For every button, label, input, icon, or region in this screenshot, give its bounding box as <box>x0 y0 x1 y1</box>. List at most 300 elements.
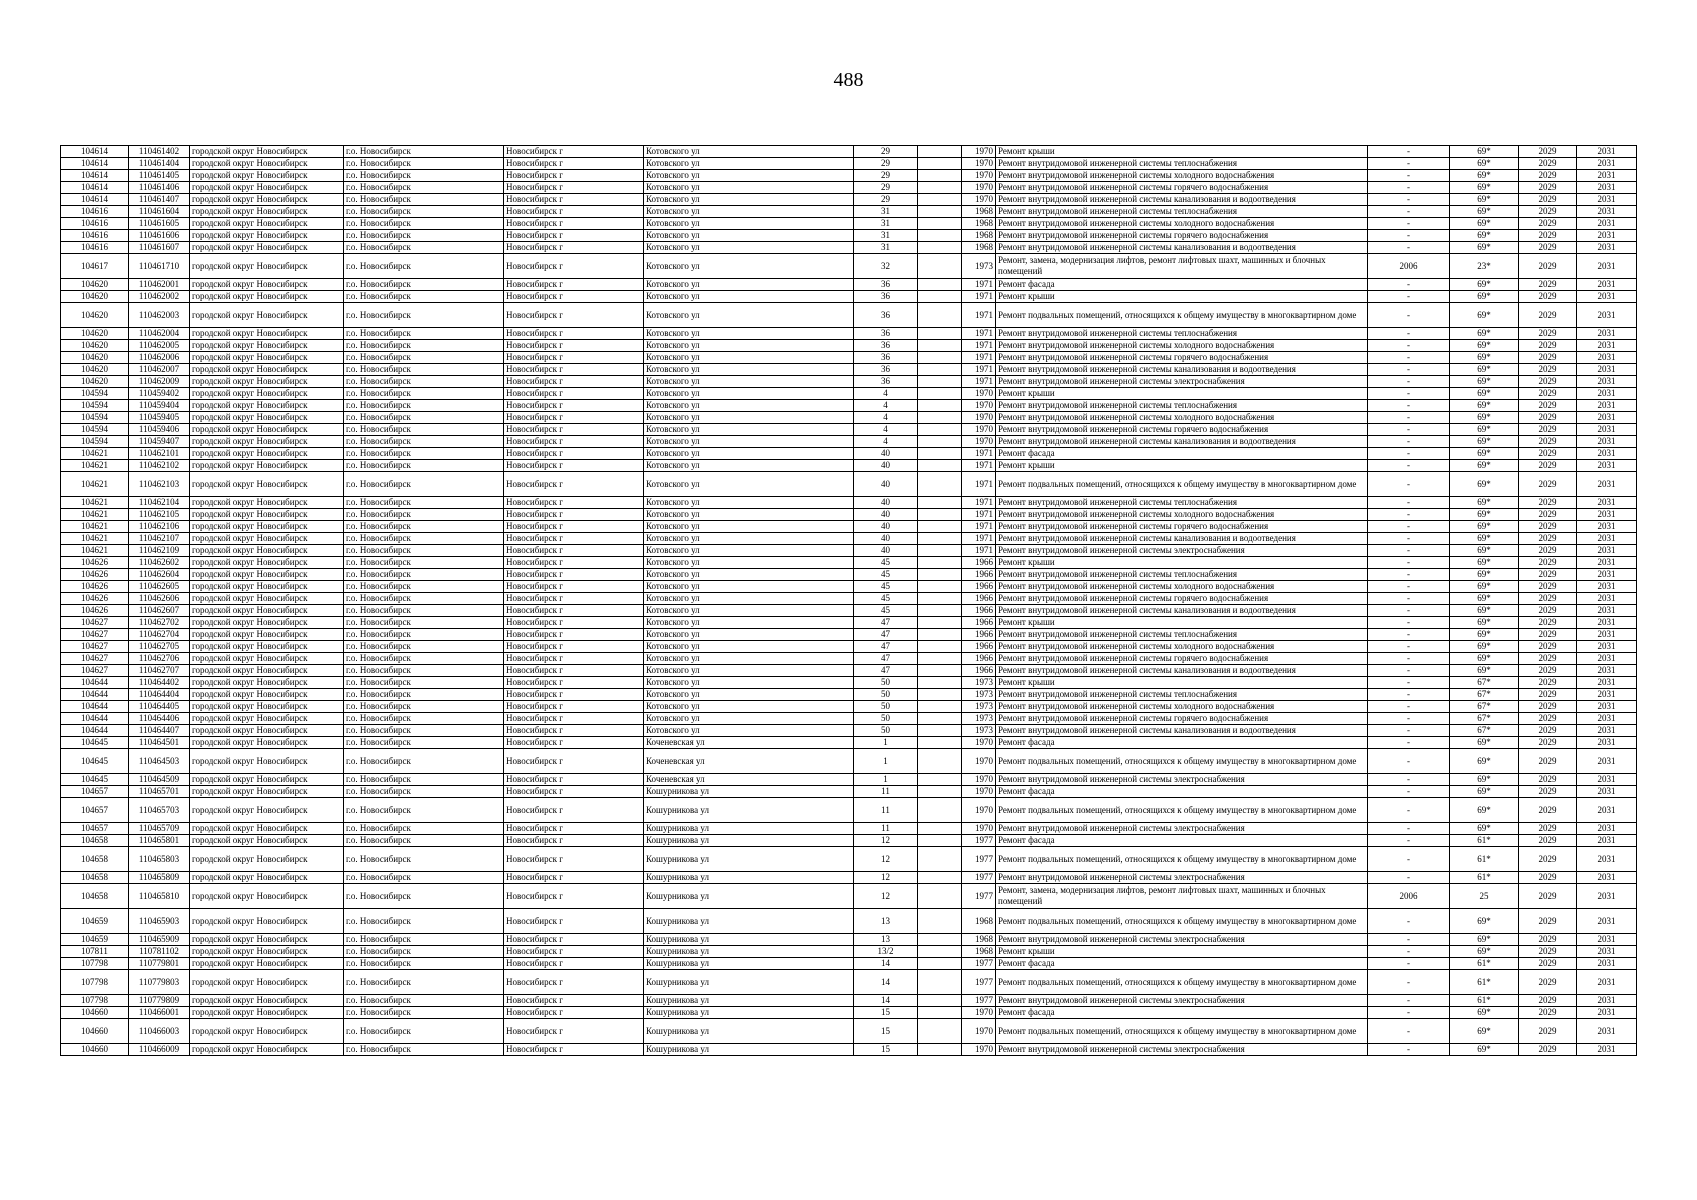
cell-period-start: 2029 <box>1519 545 1577 557</box>
cell-building <box>918 291 962 303</box>
cell-building <box>918 460 962 472</box>
cell-house-id: 104620 <box>61 328 129 340</box>
cell-house-id: 104627 <box>61 665 129 677</box>
cell-last-repair-year: - <box>1368 545 1450 557</box>
cell-street: Котовского ул <box>644 605 854 617</box>
cell-period-start: 2029 <box>1519 970 1577 995</box>
cell-street: Котовского ул <box>644 713 854 725</box>
cell-building <box>918 497 962 509</box>
cell-work-type: Ремонт подвальных помещений, относящихся к общему имуществу в многоквартирном доме <box>996 472 1368 497</box>
cell-last-repair-year: - <box>1368 1019 1450 1044</box>
cell-settlement: г.о. Новосибирск <box>344 934 504 946</box>
cell-street: Кошурникова ул <box>644 1007 854 1019</box>
cell-last-repair-year: - <box>1368 388 1450 400</box>
cell-year-built: 1973 <box>962 689 996 701</box>
table-row <box>61 677 1637 689</box>
table-row <box>61 364 1637 376</box>
cell-work-id: 110462702 <box>129 617 190 629</box>
cell-work-type: Ремонт внутридомовой инженерной системы канализования и водоотведения <box>996 364 1368 376</box>
cell-wear-percent: 69* <box>1450 749 1519 774</box>
cell-period-end: 2031 <box>1577 376 1637 388</box>
cell-municipality: городской округ Новосибирск <box>190 242 344 254</box>
cell-municipality: городской округ Новосибирск <box>190 641 344 653</box>
cell-period-end: 2031 <box>1577 653 1637 665</box>
cell-street: Котовского ул <box>644 521 854 533</box>
cell-last-repair-year: - <box>1368 786 1450 798</box>
cell-last-repair-year: - <box>1368 798 1450 823</box>
cell-last-repair-year: - <box>1368 629 1450 641</box>
cell-period-end: 2031 <box>1577 158 1637 170</box>
cell-street: Котовского ул <box>644 569 854 581</box>
table-row <box>61 376 1637 388</box>
table-row <box>61 412 1637 424</box>
cell-wear-percent: 69* <box>1450 352 1519 364</box>
cell-municipality: городской округ Новосибирск <box>190 581 344 593</box>
cell-period-start: 2029 <box>1519 737 1577 749</box>
table-row <box>61 424 1637 436</box>
cell-work-type: Ремонт внутридомовой инженерной системы холодного водоснабжения <box>996 340 1368 352</box>
cell-period-end: 2031 <box>1577 218 1637 230</box>
cell-work-id: 110779803 <box>129 970 190 995</box>
cell-wear-percent: 25 <box>1450 884 1519 909</box>
cell-building <box>918 847 962 872</box>
cell-period-start: 2029 <box>1519 509 1577 521</box>
cell-building <box>918 1019 962 1044</box>
cell-settlement: г.о. Новосибирск <box>344 509 504 521</box>
cell-wear-percent: 61* <box>1450 970 1519 995</box>
cell-work-id: 110464407 <box>129 725 190 737</box>
cell-work-id: 110464509 <box>129 774 190 786</box>
cell-work-type: Ремонт крыши <box>996 291 1368 303</box>
cell-period-end: 2031 <box>1577 230 1637 242</box>
cell-work-type: Ремонт внутридомовой инженерной системы горячего водоснабжения <box>996 182 1368 194</box>
table-row <box>61 995 1637 1007</box>
table-row <box>61 218 1637 230</box>
cell-period-end: 2031 <box>1577 303 1637 328</box>
cell-work-id: 110459402 <box>129 388 190 400</box>
cell-year-built: 1971 <box>962 303 996 328</box>
cell-city: Новосибирск г <box>504 497 644 509</box>
cell-settlement: г.о. Новосибирск <box>344 352 504 364</box>
cell-building <box>918 872 962 884</box>
cell-period-start: 2029 <box>1519 206 1577 218</box>
cell-city: Новосибирск г <box>504 677 644 689</box>
cell-house-number: 36 <box>854 291 918 303</box>
cell-wear-percent: 69* <box>1450 497 1519 509</box>
cell-period-start: 2029 <box>1519 786 1577 798</box>
cell-period-end: 2031 <box>1577 170 1637 182</box>
cell-work-type: Ремонт внутридомовой инженерной системы канализования и водоотведения <box>996 725 1368 737</box>
cell-period-start: 2029 <box>1519 665 1577 677</box>
cell-period-start: 2029 <box>1519 835 1577 847</box>
cell-city: Новосибирск г <box>504 872 644 884</box>
cell-period-end: 2031 <box>1577 146 1637 158</box>
cell-year-built: 1971 <box>962 352 996 364</box>
cell-last-repair-year: - <box>1368 158 1450 170</box>
cell-street: Котовского ул <box>644 436 854 448</box>
cell-street: Кошурникова ул <box>644 1019 854 1044</box>
cell-city: Новосибирск г <box>504 605 644 617</box>
cell-street: Кошурникова ул <box>644 872 854 884</box>
cell-municipality: городской округ Новосибирск <box>190 328 344 340</box>
cell-year-built: 1971 <box>962 376 996 388</box>
cell-last-repair-year: - <box>1368 364 1450 376</box>
cell-work-id: 110461404 <box>129 158 190 170</box>
cell-house-number: 36 <box>854 340 918 352</box>
cell-wear-percent: 69* <box>1450 617 1519 629</box>
cell-wear-percent: 69* <box>1450 509 1519 521</box>
cell-city: Новосибирск г <box>504 557 644 569</box>
cell-work-type: Ремонт внутридомовой инженерной системы канализования и водоотведения <box>996 665 1368 677</box>
cell-work-id: 110462102 <box>129 460 190 472</box>
cell-work-id: 110462107 <box>129 533 190 545</box>
cell-period-start: 2029 <box>1519 146 1577 158</box>
cell-building <box>918 230 962 242</box>
cell-house-id: 104626 <box>61 581 129 593</box>
cell-building <box>918 629 962 641</box>
cell-work-type: Ремонт фасада <box>996 279 1368 291</box>
table-row <box>61 328 1637 340</box>
cell-house-id: 107798 <box>61 995 129 1007</box>
cell-work-id: 110462001 <box>129 279 190 291</box>
cell-city: Новосибирск г <box>504 934 644 946</box>
cell-period-end: 2031 <box>1577 569 1637 581</box>
cell-city: Новосибирск г <box>504 629 644 641</box>
cell-building <box>918 641 962 653</box>
cell-work-id: 110459404 <box>129 400 190 412</box>
table-row <box>61 448 1637 460</box>
cell-house-number: 40 <box>854 521 918 533</box>
cell-municipality: городской округ Новосибирск <box>190 460 344 472</box>
cell-building <box>918 328 962 340</box>
cell-last-repair-year: - <box>1368 206 1450 218</box>
cell-street: Котовского ул <box>644 725 854 737</box>
cell-settlement: г.о. Новосибирск <box>344 689 504 701</box>
cell-street: Котовского ул <box>644 677 854 689</box>
cell-wear-percent: 67* <box>1450 689 1519 701</box>
cell-wear-percent: 69* <box>1450 328 1519 340</box>
cell-building <box>918 737 962 749</box>
cell-year-built: 1971 <box>962 509 996 521</box>
cell-year-built: 1966 <box>962 557 996 569</box>
cell-year-built: 1973 <box>962 254 996 279</box>
table-row <box>61 934 1637 946</box>
cell-wear-percent: 69* <box>1450 545 1519 557</box>
cell-house-id: 104657 <box>61 798 129 823</box>
cell-settlement: г.о. Новосибирск <box>344 958 504 970</box>
cell-year-built: 1968 <box>962 242 996 254</box>
cell-period-start: 2029 <box>1519 448 1577 460</box>
cell-period-end: 2031 <box>1577 677 1637 689</box>
cell-work-id: 110461606 <box>129 230 190 242</box>
cell-wear-percent: 69* <box>1450 242 1519 254</box>
cell-period-start: 2029 <box>1519 400 1577 412</box>
cell-year-built: 1970 <box>962 194 996 206</box>
cell-house-number: 40 <box>854 509 918 521</box>
table-row <box>61 737 1637 749</box>
cell-year-built: 1970 <box>962 170 996 182</box>
cell-year-built: 1971 <box>962 279 996 291</box>
cell-street: Котовского ул <box>644 291 854 303</box>
cell-work-id: 110461402 <box>129 146 190 158</box>
cell-city: Новосибирск г <box>504 958 644 970</box>
cell-work-type: Ремонт внутридомовой инженерной системы холодного водоснабжения <box>996 581 1368 593</box>
cell-work-type: Ремонт внутридомовой инженерной системы горячего водоснабжения <box>996 521 1368 533</box>
cell-street: Кошурникова ул <box>644 884 854 909</box>
cell-house-id: 104620 <box>61 303 129 328</box>
cell-year-built: 1970 <box>962 823 996 835</box>
cell-building <box>918 364 962 376</box>
cell-building <box>918 713 962 725</box>
cell-work-type: Ремонт крыши <box>996 946 1368 958</box>
cell-house-number: 11 <box>854 823 918 835</box>
cell-house-number: 1 <box>854 749 918 774</box>
table-row <box>61 158 1637 170</box>
cell-period-start: 2029 <box>1519 725 1577 737</box>
cell-period-start: 2029 <box>1519 340 1577 352</box>
cell-year-built: 1970 <box>962 737 996 749</box>
cell-period-end: 2031 <box>1577 242 1637 254</box>
cell-settlement: г.о. Новосибирск <box>344 230 504 242</box>
cell-period-start: 2029 <box>1519 352 1577 364</box>
cell-period-end: 2031 <box>1577 823 1637 835</box>
cell-wear-percent: 69* <box>1450 182 1519 194</box>
cell-period-start: 2029 <box>1519 557 1577 569</box>
cell-street: Котовского ул <box>644 545 854 557</box>
cell-period-start: 2029 <box>1519 230 1577 242</box>
cell-year-built: 1970 <box>962 749 996 774</box>
cell-period-end: 2031 <box>1577 593 1637 605</box>
cell-house-number: 14 <box>854 958 918 970</box>
cell-building <box>918 206 962 218</box>
cell-last-repair-year: - <box>1368 835 1450 847</box>
cell-municipality: городской округ Новосибирск <box>190 1019 344 1044</box>
cell-last-repair-year: - <box>1368 1007 1450 1019</box>
cell-wear-percent: 69* <box>1450 665 1519 677</box>
cell-city: Новосибирск г <box>504 352 644 364</box>
cell-work-type: Ремонт внутридомовой инженерной системы теплоснабжения <box>996 569 1368 581</box>
cell-work-id: 110461604 <box>129 206 190 218</box>
cell-city: Новосибирск г <box>504 1007 644 1019</box>
cell-last-repair-year: - <box>1368 641 1450 653</box>
cell-last-repair-year: - <box>1368 448 1450 460</box>
cell-work-type: Ремонт внутридомовой инженерной системы канализования и водоотведения <box>996 605 1368 617</box>
cell-last-repair-year: - <box>1368 557 1450 569</box>
cell-settlement: г.о. Новосибирск <box>344 617 504 629</box>
cell-settlement: г.о. Новосибирск <box>344 786 504 798</box>
cell-house-number: 36 <box>854 328 918 340</box>
cell-period-start: 2029 <box>1519 158 1577 170</box>
cell-settlement: г.о. Новосибирск <box>344 1007 504 1019</box>
cell-work-id: 110781102 <box>129 946 190 958</box>
cell-year-built: 1971 <box>962 291 996 303</box>
cell-house-number: 14 <box>854 970 918 995</box>
cell-period-start: 2029 <box>1519 218 1577 230</box>
table-row <box>61 605 1637 617</box>
cell-building <box>918 509 962 521</box>
cell-period-end: 2031 <box>1577 182 1637 194</box>
cell-street: Коченевская ул <box>644 749 854 774</box>
cell-wear-percent: 69* <box>1450 605 1519 617</box>
cell-wear-percent: 69* <box>1450 291 1519 303</box>
cell-work-id: 110462103 <box>129 472 190 497</box>
cell-municipality: городской округ Новосибирск <box>190 847 344 872</box>
cell-city: Новосибирск г <box>504 713 644 725</box>
cell-municipality: городской округ Новосибирск <box>190 605 344 617</box>
cell-municipality: городской округ Новосибирск <box>190 194 344 206</box>
cell-wear-percent: 69* <box>1450 533 1519 545</box>
cell-wear-percent: 69* <box>1450 1007 1519 1019</box>
table-row <box>61 388 1637 400</box>
cell-house-number: 1 <box>854 737 918 749</box>
cell-house-number: 47 <box>854 665 918 677</box>
cell-work-type: Ремонт внутридомовой инженерной системы электроснабжения <box>996 376 1368 388</box>
cell-municipality: городской округ Новосибирск <box>190 472 344 497</box>
cell-street: Котовского ул <box>644 412 854 424</box>
cell-building <box>918 412 962 424</box>
cell-street: Кошурникова ул <box>644 847 854 872</box>
cell-period-start: 2029 <box>1519 593 1577 605</box>
cell-city: Новосибирск г <box>504 230 644 242</box>
cell-settlement: г.о. Новосибирск <box>344 749 504 774</box>
cell-municipality: городской округ Новосибирск <box>190 400 344 412</box>
cell-last-repair-year: - <box>1368 581 1450 593</box>
cell-settlement: г.о. Новосибирск <box>344 641 504 653</box>
cell-settlement: г.о. Новосибирск <box>344 242 504 254</box>
cell-municipality: городской округ Новосибирск <box>190 146 344 158</box>
cell-wear-percent: 69* <box>1450 1044 1519 1056</box>
cell-last-repair-year: - <box>1368 934 1450 946</box>
cell-city: Новосибирск г <box>504 533 644 545</box>
cell-work-type: Ремонт фасада <box>996 958 1368 970</box>
cell-period-end: 2031 <box>1577 946 1637 958</box>
table-row <box>61 909 1637 934</box>
cell-street: Котовского ул <box>644 158 854 170</box>
cell-house-id: 104614 <box>61 158 129 170</box>
cell-settlement: г.о. Новосибирск <box>344 291 504 303</box>
cell-period-start: 2029 <box>1519 798 1577 823</box>
cell-settlement: г.о. Новосибирск <box>344 218 504 230</box>
cell-building <box>918 1044 962 1056</box>
cell-municipality: городской округ Новосибирск <box>190 206 344 218</box>
cell-period-end: 2031 <box>1577 884 1637 909</box>
cell-city: Новосибирск г <box>504 472 644 497</box>
cell-house-number: 45 <box>854 593 918 605</box>
cell-street: Котовского ул <box>644 388 854 400</box>
cell-last-repair-year: - <box>1368 725 1450 737</box>
cell-house-number: 32 <box>854 254 918 279</box>
table-row <box>61 279 1637 291</box>
cell-period-start: 2029 <box>1519 388 1577 400</box>
cell-house-id: 104627 <box>61 653 129 665</box>
cell-wear-percent: 69* <box>1450 400 1519 412</box>
cell-wear-percent: 69* <box>1450 194 1519 206</box>
table-row <box>61 146 1637 158</box>
cell-work-id: 110465709 <box>129 823 190 835</box>
cell-house-number: 11 <box>854 786 918 798</box>
cell-period-start: 2029 <box>1519 303 1577 328</box>
cell-period-end: 2031 <box>1577 749 1637 774</box>
cell-work-id: 110779801 <box>129 958 190 970</box>
cell-street: Кошурникова ул <box>644 995 854 1007</box>
cell-building <box>918 593 962 605</box>
cell-work-type: Ремонт внутридомовой инженерной системы горячего водоснабжения <box>996 352 1368 364</box>
cell-municipality: городской округ Новосибирск <box>190 1007 344 1019</box>
cell-house-number: 45 <box>854 605 918 617</box>
cell-work-id: 110462707 <box>129 665 190 677</box>
cell-work-id: 110462706 <box>129 653 190 665</box>
cell-period-end: 2031 <box>1577 909 1637 934</box>
cell-house-number: 36 <box>854 364 918 376</box>
cell-house-number: 12 <box>854 847 918 872</box>
cell-house-number: 50 <box>854 677 918 689</box>
cell-wear-percent: 67* <box>1450 713 1519 725</box>
cell-work-id: 110462106 <box>129 521 190 533</box>
cell-house-id: 104627 <box>61 641 129 653</box>
cell-street: Котовского ул <box>644 182 854 194</box>
cell-year-built: 1970 <box>962 158 996 170</box>
cell-work-type: Ремонт, замена, модернизация лифтов, ремонт лифтовых шахт, машинных и блочных помещений <box>996 254 1368 279</box>
cell-city: Новосибирск г <box>504 946 644 958</box>
cell-municipality: городской округ Новосибирск <box>190 279 344 291</box>
cell-house-number: 29 <box>854 170 918 182</box>
cell-last-repair-year: - <box>1368 653 1450 665</box>
cell-wear-percent: 69* <box>1450 448 1519 460</box>
cell-house-number: 36 <box>854 352 918 364</box>
table-row <box>61 557 1637 569</box>
cell-building <box>918 798 962 823</box>
cell-last-repair-year: - <box>1368 436 1450 448</box>
cell-period-end: 2031 <box>1577 970 1637 995</box>
cell-period-start: 2029 <box>1519 605 1577 617</box>
cell-period-end: 2031 <box>1577 497 1637 509</box>
cell-street: Котовского ул <box>644 230 854 242</box>
cell-building <box>918 545 962 557</box>
cell-work-type: Ремонт внутридомовой инженерной системы канализования и водоотведения <box>996 533 1368 545</box>
cell-municipality: городской округ Новосибирск <box>190 909 344 934</box>
cell-period-start: 2029 <box>1519 872 1577 884</box>
table-row <box>61 665 1637 677</box>
cell-wear-percent: 61* <box>1450 872 1519 884</box>
cell-house-id: 104626 <box>61 569 129 581</box>
cell-period-end: 2031 <box>1577 194 1637 206</box>
cell-settlement: г.о. Новосибирск <box>344 340 504 352</box>
cell-house-id: 104626 <box>61 605 129 617</box>
cell-last-repair-year: - <box>1368 946 1450 958</box>
cell-house-number: 13 <box>854 909 918 934</box>
cell-wear-percent: 69* <box>1450 798 1519 823</box>
cell-last-repair-year: - <box>1368 605 1450 617</box>
cell-settlement: г.о. Новосибирск <box>344 448 504 460</box>
cell-house-id: 104594 <box>61 424 129 436</box>
cell-municipality: городской округ Новосибирск <box>190 665 344 677</box>
cell-municipality: городской округ Новосибирск <box>190 786 344 798</box>
cell-building <box>918 424 962 436</box>
cell-work-type: Ремонт крыши <box>996 557 1368 569</box>
cell-house-number: 12 <box>854 884 918 909</box>
cell-work-id: 110465909 <box>129 934 190 946</box>
cell-last-repair-year: - <box>1368 823 1450 835</box>
cell-work-type: Ремонт крыши <box>996 677 1368 689</box>
cell-period-end: 2031 <box>1577 665 1637 677</box>
cell-period-end: 2031 <box>1577 206 1637 218</box>
cell-year-built: 1970 <box>962 774 996 786</box>
cell-year-built: 1973 <box>962 713 996 725</box>
cell-street: Кошурникова ул <box>644 786 854 798</box>
cell-city: Новосибирск г <box>504 146 644 158</box>
table-row <box>61 436 1637 448</box>
cell-last-repair-year: - <box>1368 774 1450 786</box>
